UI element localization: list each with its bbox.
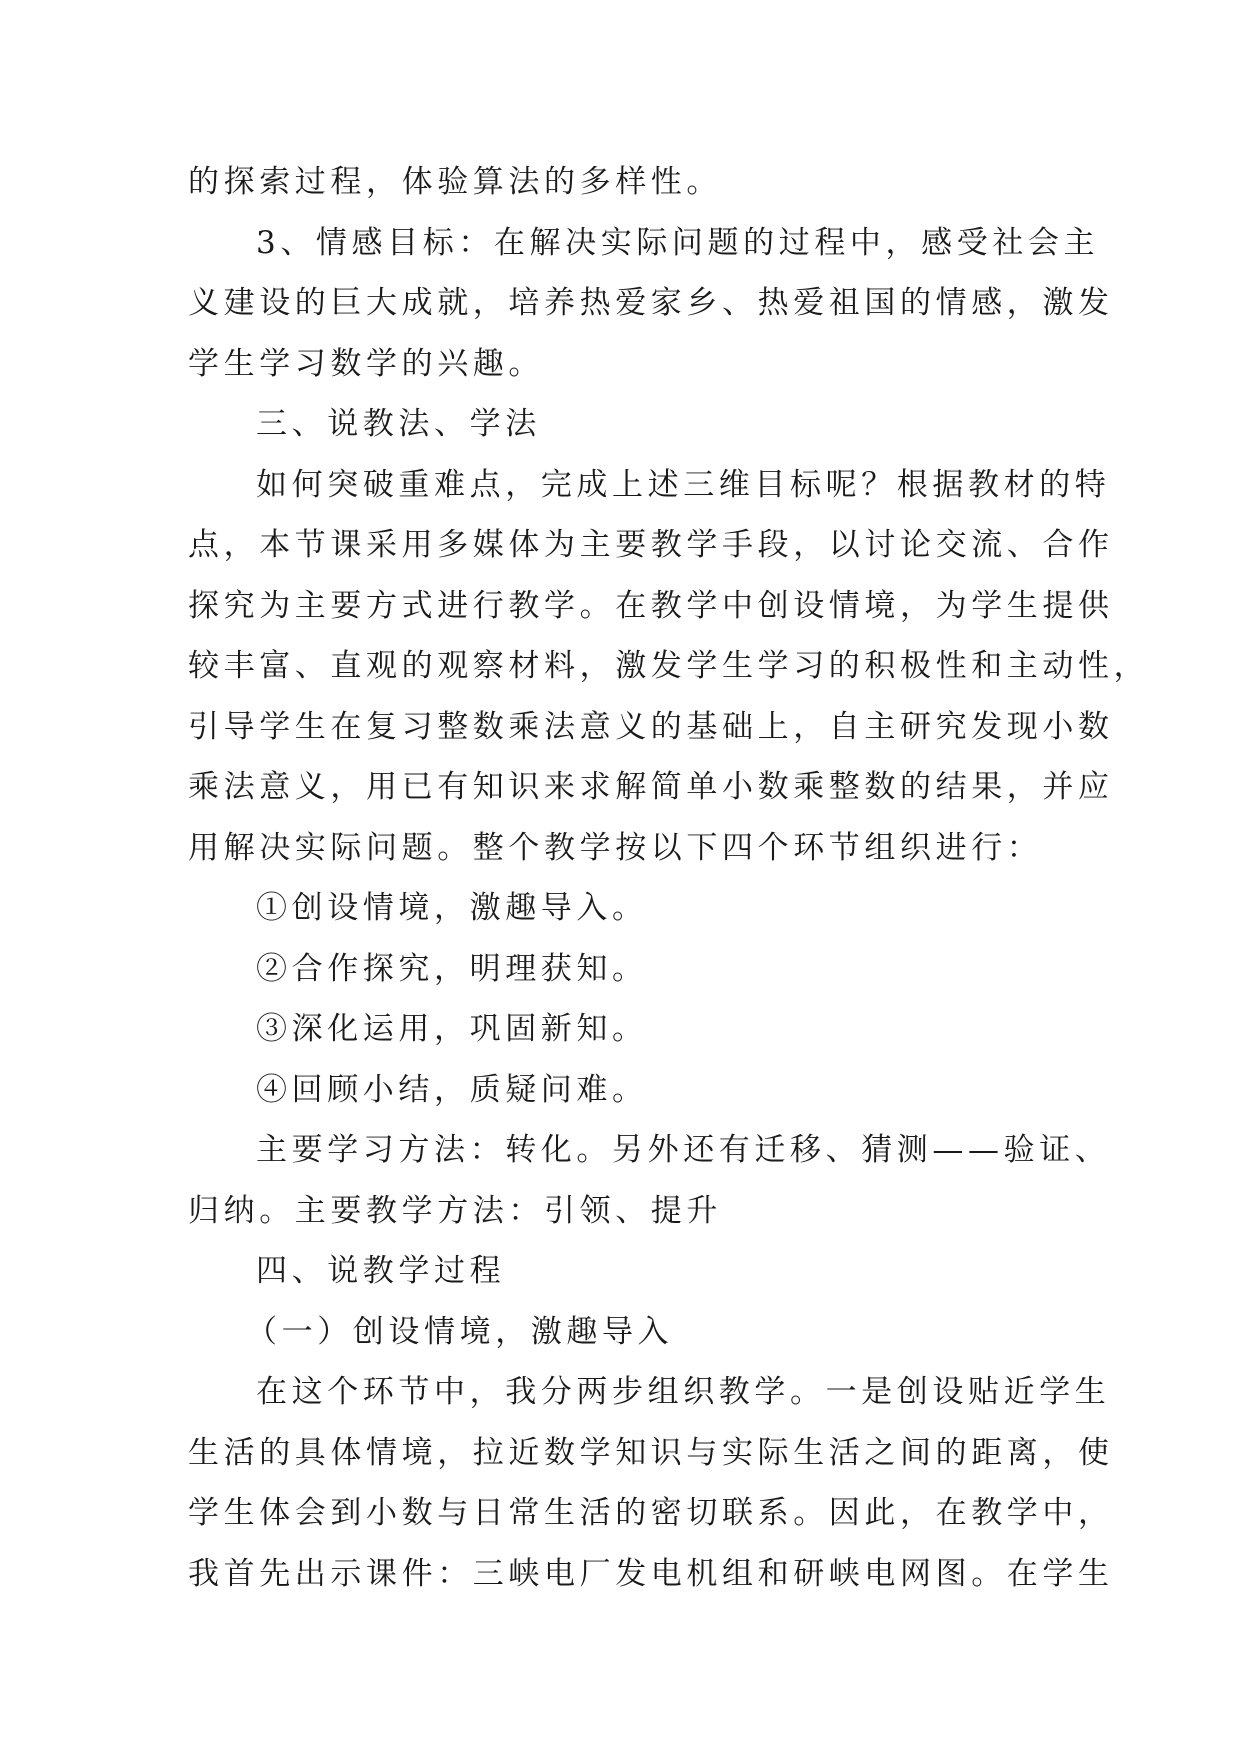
list-item: ③深化运用，巩固新知。 xyxy=(256,1011,648,1047)
section-heading: 三、说教法、学法 xyxy=(256,406,541,442)
paragraph-line: 探究为主要方式进行教学。在教学中创设情境，为学生提供 xyxy=(188,587,1114,624)
paragraph-line: 学生体会到小数与日常生活的密切联系。因此，在教学中， xyxy=(188,1495,1114,1531)
list-item: ②合作探究，明理获知。 xyxy=(256,950,648,987)
paragraph-line: 引导学生在复习整数乘法意义的基础上，自主研究发现小数 xyxy=(188,708,1114,745)
paragraph-line: 生活的具体情境，拉近数学知识与实际生活之间的距离，使 xyxy=(188,1434,1114,1471)
paragraph-line: 的探索过程，体验算法的多样性。 xyxy=(188,164,722,200)
paragraph-line: 主要学习方法：转化。另外还有迁移、猜测——验证、 xyxy=(256,1132,1111,1168)
paragraph-line: 3、情感目标：在解决实际问题的过程中，感受社会主 xyxy=(256,224,1100,261)
paragraph-line: 学生学习数学的兴趣。 xyxy=(188,345,544,382)
paragraph-line: 我首先出示课件：三峡电厂发电机组和研峡电网图。在学生 xyxy=(188,1555,1114,1592)
paragraph-line: 点，本节课采用多媒体为主要教学手段，以讨论交流、合作 xyxy=(188,527,1114,563)
section-heading: 四、说教学过程 xyxy=(256,1253,506,1289)
paragraph-line: 义建设的巨大成就，培养热爱家乡、热爱祖国的情感，激发 xyxy=(188,285,1114,321)
paragraph-line: 乘法意义，用已有知识来求解简单小数乘整数的结果，并应 xyxy=(188,769,1114,805)
paragraph-line: 在这个环节中，我分两步组织教学。一是创设贴近学生 xyxy=(256,1374,1111,1410)
paragraph-line: 较丰富、直观的观察材料，激发学生学习的积极性和主动性， xyxy=(188,648,1150,684)
paragraph-line: 如何突破重难点，完成上述三维目标呢？根据教材的特 xyxy=(256,466,1111,503)
list-item: ①创设情境，激趣导入。 xyxy=(256,890,648,926)
paragraph-line: 用解决实际问题。整个教学按以下四个环节组织进行： xyxy=(188,829,1043,866)
subsection-heading: （一）创设情境，激趣导入 xyxy=(246,1313,674,1350)
list-item: ④回顾小结，质疑问难。 xyxy=(256,1071,648,1108)
paragraph-line: 归纳。主要教学方法：引领、提升 xyxy=(188,1192,722,1229)
document-body xyxy=(188,152,1150,1604)
